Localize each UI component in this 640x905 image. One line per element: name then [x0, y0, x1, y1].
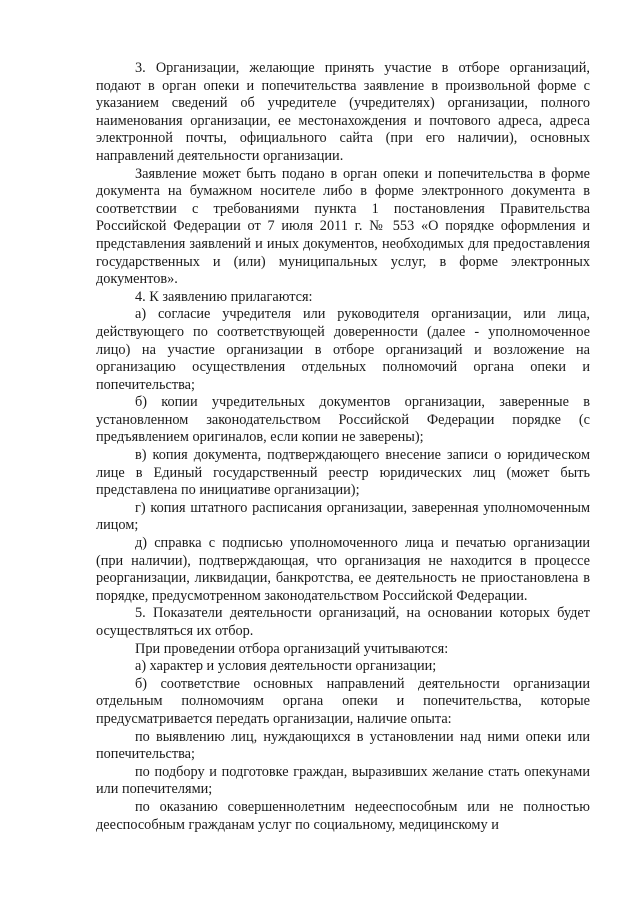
paragraph-criteria-b: б) соответствие основных направлений деятельности организации отдельным полномочиям органа опеки и попечительства, которые предусматривается передать организации, наличие опыта:: [96, 675, 590, 727]
paragraph-item-3-intro: 3. Организации, желающие принять участие в отборе организаций, подают в орган опеки и попечительства заявление в произвольной форме с указанием сведений об учредителе (учредителях) организации, полного наименования организации, ее местонахождения и почтового адреса, адреса электронной почты, официального сайта (при его наличии), основных направлений деятельности организации.: [96, 60, 590, 164]
paragraph-selection-criteria: При проведении отбора организаций учитываются:: [135, 640, 449, 657]
paragraph-item-4g: г) копия штатного расписания организации, заверенная уполномоченным лицом;: [96, 499, 590, 534]
paragraph-experience-services: по оказанию совершеннолетним недееспособным или не полностью дееспособным гражданам услуг по социальному, медицинскому и: [96, 798, 590, 833]
paragraph-criteria-a: а) характер и условия деятельности организации;: [135, 658, 437, 675]
document-page: [96, 60, 590, 834]
paragraph-application-form: Заявление может быть подано в орган опеки и попечительства в форме документа на бумажном носителе либо в форме электронного документа в соответствии с требованиями пункта 1 постановления Правительства Российской Федерации от 7 июля 2011 г. № 553 «О порядке оформления и представления заявлений и иных документов, необходимых для предоставления государственных и (или) муниципальных услуг, в форме электронных документов».: [96, 165, 590, 288]
paragraph-item-4d: д) справка с подписью уполномоченного лица и печатью организации (при наличии), подтверждающая, что организация не находится в процессе реорганизации, ликвидации, банкротства, ее деятельность не приостановлена в порядке, предусмотренном законодательством Российской Федерации.: [96, 535, 590, 604]
paragraph-item-4-heading: 4. К заявлению прилагаются:: [135, 288, 313, 305]
paragraph-experience-identification: по выявлению лиц, нуждающихся в установлении над ними опеки или попечительства;: [96, 728, 590, 763]
paragraph-item-4a: а) согласие учредителя или руководителя организации, или лица, действующего по соответствующей доверенности (далее - уполномоченное лицо) на участие организации в отборе организаций и возложение на организацию осуществления отдельных полномочий органа опеки и попечительства;: [96, 306, 590, 393]
paragraph-experience-selection: по подбору и подготовке граждан, выразивших желание стать опекунами или попечителями;: [96, 763, 590, 798]
paragraph-item-4v: в) копия документа, подтверждающего внесение записи о юридическом лице в Единый государственный реестр юридических лиц (может быть представлена по инициативе организации);: [96, 447, 590, 499]
paragraph-item-4b: б) копии учредительных документов организации, заверенные в установленном законодательством Российской Федерации порядке (с предъявлением оригиналов, если копии не заверены);: [96, 394, 590, 446]
paragraph-item-5-heading: 5. Показатели деятельности организаций, на основании которых будет осуществляться их отбор.: [96, 605, 590, 639]
